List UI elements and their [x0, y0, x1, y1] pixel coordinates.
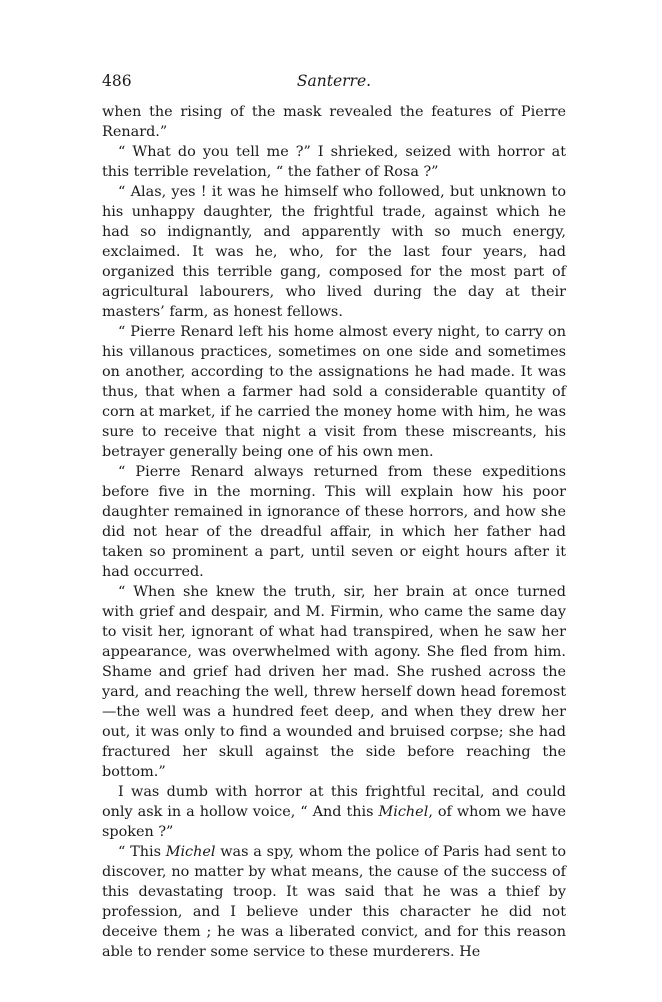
running-title: Santerre. — [296, 72, 372, 90]
italic-name: Michel — [378, 804, 429, 820]
paragraph: “ What do you tell me ?” I shrieked, seized with horror at this terrible revelation, “ the father of Rosa ?” — [102, 144, 566, 180]
italic-name: Michel — [165, 844, 216, 860]
paragraph: “ Pierre Renard always returned from these expeditions before five in the morning. This will explain how his poor daughter remained in ignorance of these horrors, and how she did not hear of the dreadful affair, in which her father had taken so prominent a part, until seven or eight hours after it had occurred. — [102, 464, 566, 580]
paragraph — [102, 842, 566, 962]
paragraph: when the rising of the mask revealed the features of Pierre Renard.” — [102, 104, 566, 140]
paragraph-text: , of whom we have spoken ?” — [102, 804, 566, 840]
paragraph: “ Alas, yes ! it was he himself who followed, but unknown to his unhappy daughter, the frightful trade, against which he had so indignantly, and apparently with so much energy, exclaimed. It was he, who, for the last four years, had organized this terrible gang, composed for the most part of agricultural labourers, who lived during the day at their masters’ farm, as honest fellows. — [102, 184, 566, 320]
paragraph: “ Pierre Renard left his home almost every night, to carry on his villanous practices, sometimes on one side and sometimes on another, according to the assignations he had made. It was thus, that when a farmer had sold a considerable quantity of corn at market, if he carried the money home with him, he was sure to receive that night a visit from these miscreants, his betrayer generally being one of his own men. — [102, 324, 566, 460]
paragraph-text: “ This — [118, 844, 166, 860]
paragraph — [102, 782, 566, 842]
book-page — [102, 72, 566, 962]
page-number: 486 — [102, 72, 132, 90]
paragraph-text: I was dumb with horror at this frightful recital, and could only ask in a hollow voice, “ And this — [102, 784, 566, 820]
body-text — [102, 102, 566, 962]
paragraph-text: was a spy, whom the police of Paris had sent to discover, no matter by what means, the cause of the success of this devastating troop. It was said that he was a thief by profession, and I believe under this character he did not deceive them ; he was a liberated convict, and for this reason able to render some service to these murderers. He — [102, 844, 566, 960]
paragraph: “ When she knew the truth, sir, her brain at once turned with grief and despair, and M. Firmin, who came the same day to visit her, ignorant of what had transpired, when he saw her appearance, was overwhelmed with agony. She fled from him. Shame and grief had driven her mad. She rushed across the yard, and reaching the well, threw herself down head foremost—the well was a hundred feet deep, and when they drew her out, it was only to find a wounded and bruised corpse; she had fractured her skull against the side before reaching the bottom.” — [102, 584, 566, 780]
page-header — [102, 72, 566, 94]
